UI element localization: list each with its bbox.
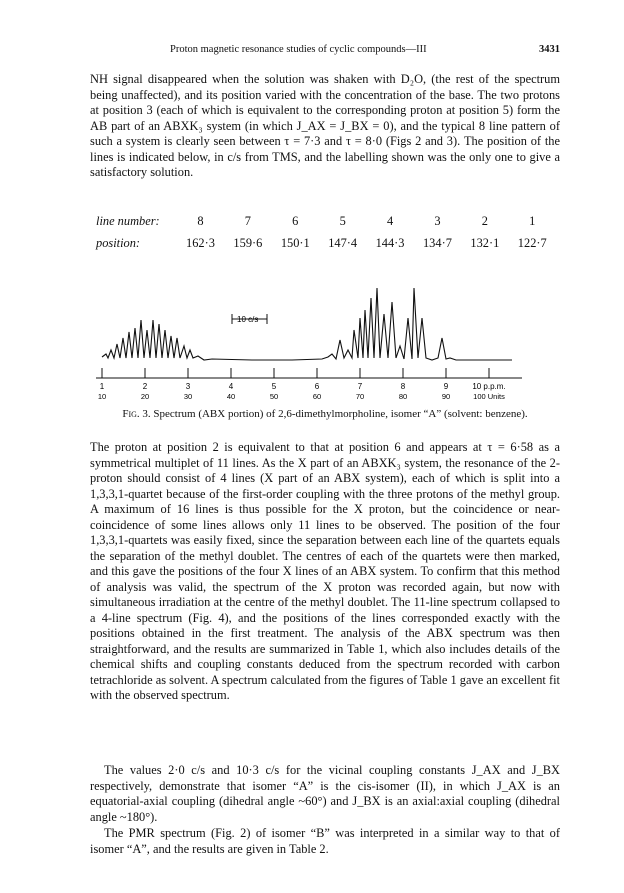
nmr-spectrum-figure <box>92 258 542 404</box>
unit-tick-label: 10 <box>97 392 107 401</box>
ppm-tick-label: 8 <box>400 382 406 391</box>
line-number-cell: 5 <box>339 213 346 228</box>
axis-ticks <box>98 368 506 401</box>
unit-tick-label: 50 <box>269 392 279 401</box>
position-cell: 150·1 <box>280 235 310 250</box>
line-number-row <box>96 210 556 232</box>
unit-tick-label: 60 <box>312 392 322 401</box>
line-number-cell: 7 <box>244 213 251 228</box>
ppm-tick-label: 6 <box>314 382 320 391</box>
line-number-cell: 2 <box>481 213 488 228</box>
figure-caption-text: Spectrum (ABX portion) of 2,6-dimethylmorpholine, isomer “A” (solvent: benzene). <box>153 408 528 420</box>
position-cell: 159·6 <box>233 235 263 250</box>
ppm-tick-label: 7 <box>357 382 363 391</box>
position-cell: 132·1 <box>470 235 500 250</box>
line-number-cell: 1 <box>529 213 536 228</box>
ppm-tick-label: 2 <box>142 382 148 391</box>
position-cell: 134·7 <box>422 235 452 250</box>
ppm-tick-label: 10 p.p.m. <box>472 382 506 391</box>
running-title: Proton magnetic resonance studies of cyclic compounds—III <box>170 44 427 55</box>
unit-tick-label: 100 Units <box>473 392 505 401</box>
unit-tick-label: 20 <box>140 392 150 401</box>
paragraph-coupling: The values 2·0 c/s and 10·3 c/s for the vicinal coupling constants J_AX and J_BX respectively, demonstrate that isomer “A” is the cis-isomer (II), in which J_AX is an equatorial-axial coupling (dihedral angle ~60°) and J_BX is an axial:axial coupling (dihedral angle ~180°). <box>90 763 560 824</box>
unit-tick-label: 90 <box>441 392 451 401</box>
position-row <box>96 232 556 254</box>
line-number-cell: 4 <box>386 213 394 228</box>
paragraph-position-2: The proton at position 2 is equivalent to that at position 6 and appears at τ = 6·58 as a symmetrical multiplet of 11 lines. As the X part of an ABXK₃ system, the resonance of the 2-proton should consist of 4 lines (X part of an ABX system), each of which is split into a 1,3,3,1-quartet because of the first-order coupling with the three protons of the methyl group. A maximum of 16 lines is thus possible for the X proton, but the coincidence or near-coincidence of some lines allows only 11 lines to be observed. The position of the four 1,3,3,1-quartets was easily fixed, since the separation between each line of the quartets equals the separation of the methyl doublet. The centres of each of the quartets were then marked, and this gave the positions of the four X lines of an ABX system. To confirm that this method of analysis was valid, the spectrum of the X proton was recorded again, but now with simultaneous irradiation at the centre of the methyl doublet. The 11-line spectrum collapsed to a 4-line spectrum (Fig. 4), and the positions of the lines corresponded exactly with the positions obtained in the first treatment. The analysis of the ABX spectrum was then straightforward, and the results are summarized in Table 1, which also includes details of the chemical shifts and coupling constants deduced from the spectrum recorded with carbon tetrachloride as solvent. A spectrum calculated from the figures of Table 1 gave an excellent fit with the observed spectrum. <box>90 440 560 702</box>
paragraph-nh-signal: NH signal disappeared when the solution was shaken with D₂O, (the rest of the spectrum being unaffected), and its position varied with the concentration of the base. The two protons at position 3 (each of which is equivalent to the corresponding proton at position 5) form the AB part of an ABXK₃ system (in which J_AX = J_BX = 0), and the typical 8 line pattern of such a system is clearly seen between τ = 7·3 and τ = 8·0 (Figs 2 and 3). The position of the lines is indicated below, in c/s from TMS, and the labelling shown was the only one to give a satisfactory solution. <box>90 72 560 179</box>
line-number-cell: 3 <box>434 213 441 228</box>
unit-tick-label: 80 <box>398 392 408 401</box>
position-cell: 147·4 <box>328 235 358 250</box>
figure-caption <box>100 408 550 422</box>
position-cell: 162·3 <box>186 235 215 250</box>
ppm-tick-label: 5 <box>271 382 277 391</box>
ppm-tick-label: 9 <box>443 382 449 391</box>
ppm-tick-label: 4 <box>228 382 234 391</box>
scale-label: 10 c/s <box>237 315 259 324</box>
line-number-cell: 6 <box>292 213 299 228</box>
ppm-tick-label: 3 <box>185 382 191 391</box>
line-position-table <box>96 210 556 254</box>
unit-tick-label: 30 <box>183 392 193 401</box>
page-number: 3431 <box>539 44 560 55</box>
ppm-tick-label: 1 <box>99 382 105 391</box>
paragraph-isomer-b: The PMR spectrum (Fig. 2) of isomer “B” was interpreted in a similar way to that of isomer “A”, and the results are given in Table 2. <box>90 826 560 856</box>
position-cell: 122·7 <box>517 235 547 250</box>
position-cell: 144·3 <box>375 235 405 250</box>
unit-tick-label: 40 <box>226 392 236 401</box>
unit-tick-label: 70 <box>355 392 365 401</box>
spectrum-trace <box>102 288 512 360</box>
running-head <box>90 44 560 60</box>
figure-label: Fig. 3. <box>122 408 151 420</box>
line-number-cell: 8 <box>197 213 204 228</box>
position-label: position: <box>96 235 141 250</box>
line-number-label: line number: <box>96 213 160 228</box>
